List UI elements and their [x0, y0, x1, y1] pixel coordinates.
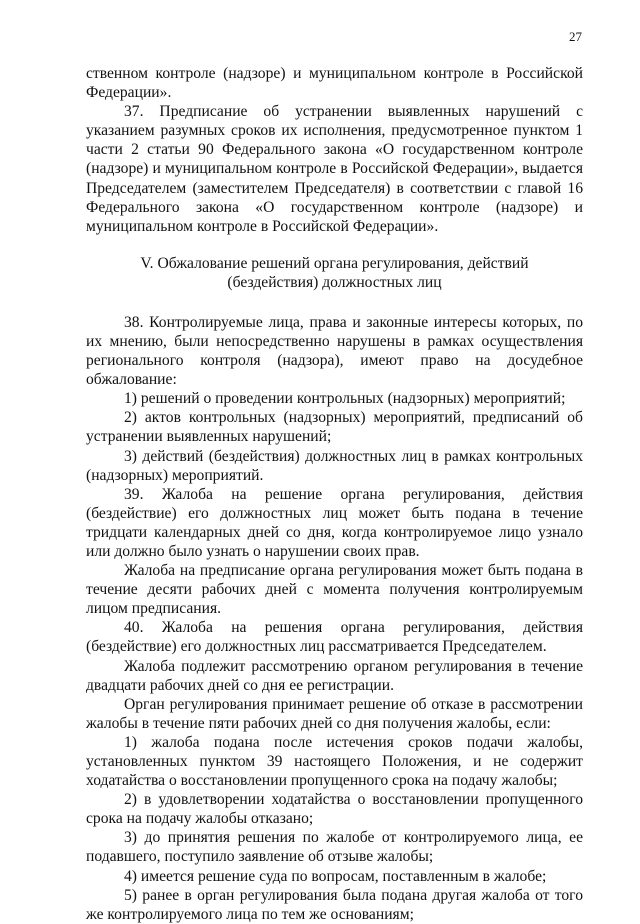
paragraph: 2) актов контрольных (надзорных) мероприятий, предписаний об устранении выявленных нарушений;: [86, 409, 583, 446]
paragraphs-after-heading: [86, 313, 583, 924]
paragraph: 1) жалоба подана после истечения сроков подачи жалобы, установленных пунктом 39 настоящего Положения, и не содержит ходатайства о восстановлении пропущенного срока на подачу жалобы;: [86, 733, 583, 790]
section-heading-line-2: (бездействия) должностных лиц: [227, 274, 442, 292]
paragraph: Орган регулирования принимает решение об отказе в рассмотрении жалобы в течение пяти рабочих дней со дня получения жалобы, если:: [86, 695, 583, 732]
paragraph: 1) решений о проведении контрольных (надзорных) мероприятий;: [124, 390, 566, 408]
page-number: 27: [569, 29, 582, 44]
paragraph: 3) до принятия решения по жалобе от контролируемого лица, ее подавшего, поступило заявление об отзыве жалобы;: [86, 829, 583, 866]
paragraph: 37. Предписание об устранении выявленных нарушений с указанием разумных сроков их исполнения, предусмотренное пунктом 1 части 2 статьи 90 Федерального закона «О государственном контроле (надзоре) и муниципальном контроле в Российской Федерации», выдается Председателем (заместителем Председателя) в соответствии с главой 16 Федерального закона «О государственном контроле (надзоре) и муниципальном контроле в Российской Федерации».: [86, 103, 583, 235]
paragraph: 40. Жалоба на решения органа регулирования, действия (бездействие) его должностных лиц рассматривается Председателем.: [86, 619, 583, 656]
paragraph: 2) в удовлетворении ходатайства о восстановлении пропущенного срока на подачу жалобы отказано;: [86, 791, 583, 828]
paragraph: 4) имеется решение суда по вопросам, поставленным в жалобе;: [124, 867, 547, 885]
paragraph: ственном контроле (надзоре) и муниципальном контроле в Российской Федерации».: [86, 65, 583, 102]
paragraph: Жалоба подлежит рассмотрению органом регулирования в течение двадцати рабочих дней со дня ее регистрации.: [86, 657, 583, 694]
paragraph: 5) ранее в орган регулирования была подана другая жалоба от того же контролируемого лица по тем же основаниям;: [86, 886, 583, 923]
paragraphs-before-heading: [86, 64, 583, 236]
section-heading-line-1: V. Обжалование решений органа регулирования, действий: [140, 254, 529, 272]
paragraph: 38. Контролируемые лица, права и законные интересы которых, по их мнению, были непосредственно нарушены в рамках осуществления регионального контроля (надзора), имеют право на досудебное обжалование:: [86, 313, 583, 389]
section-heading: [86, 254, 583, 293]
paragraph: 3) действий (бездействия) должностных лиц в рамках контрольных (надзорных) мероприятий.: [86, 447, 583, 484]
paragraph: Жалоба на предписание органа регулирования может быть подана в течение десяти рабочих дней с момента получения контролируемым лицом предписания.: [86, 562, 583, 618]
document-body: [86, 64, 583, 924]
paragraph: 39. Жалоба на решение органа регулирования, действия (бездействие) его должностных лиц может быть подана в течение тридцати календарных дней со дня, когда контролируемое лицо узнало или должно было узнать о нарушении своих прав.: [86, 485, 583, 560]
